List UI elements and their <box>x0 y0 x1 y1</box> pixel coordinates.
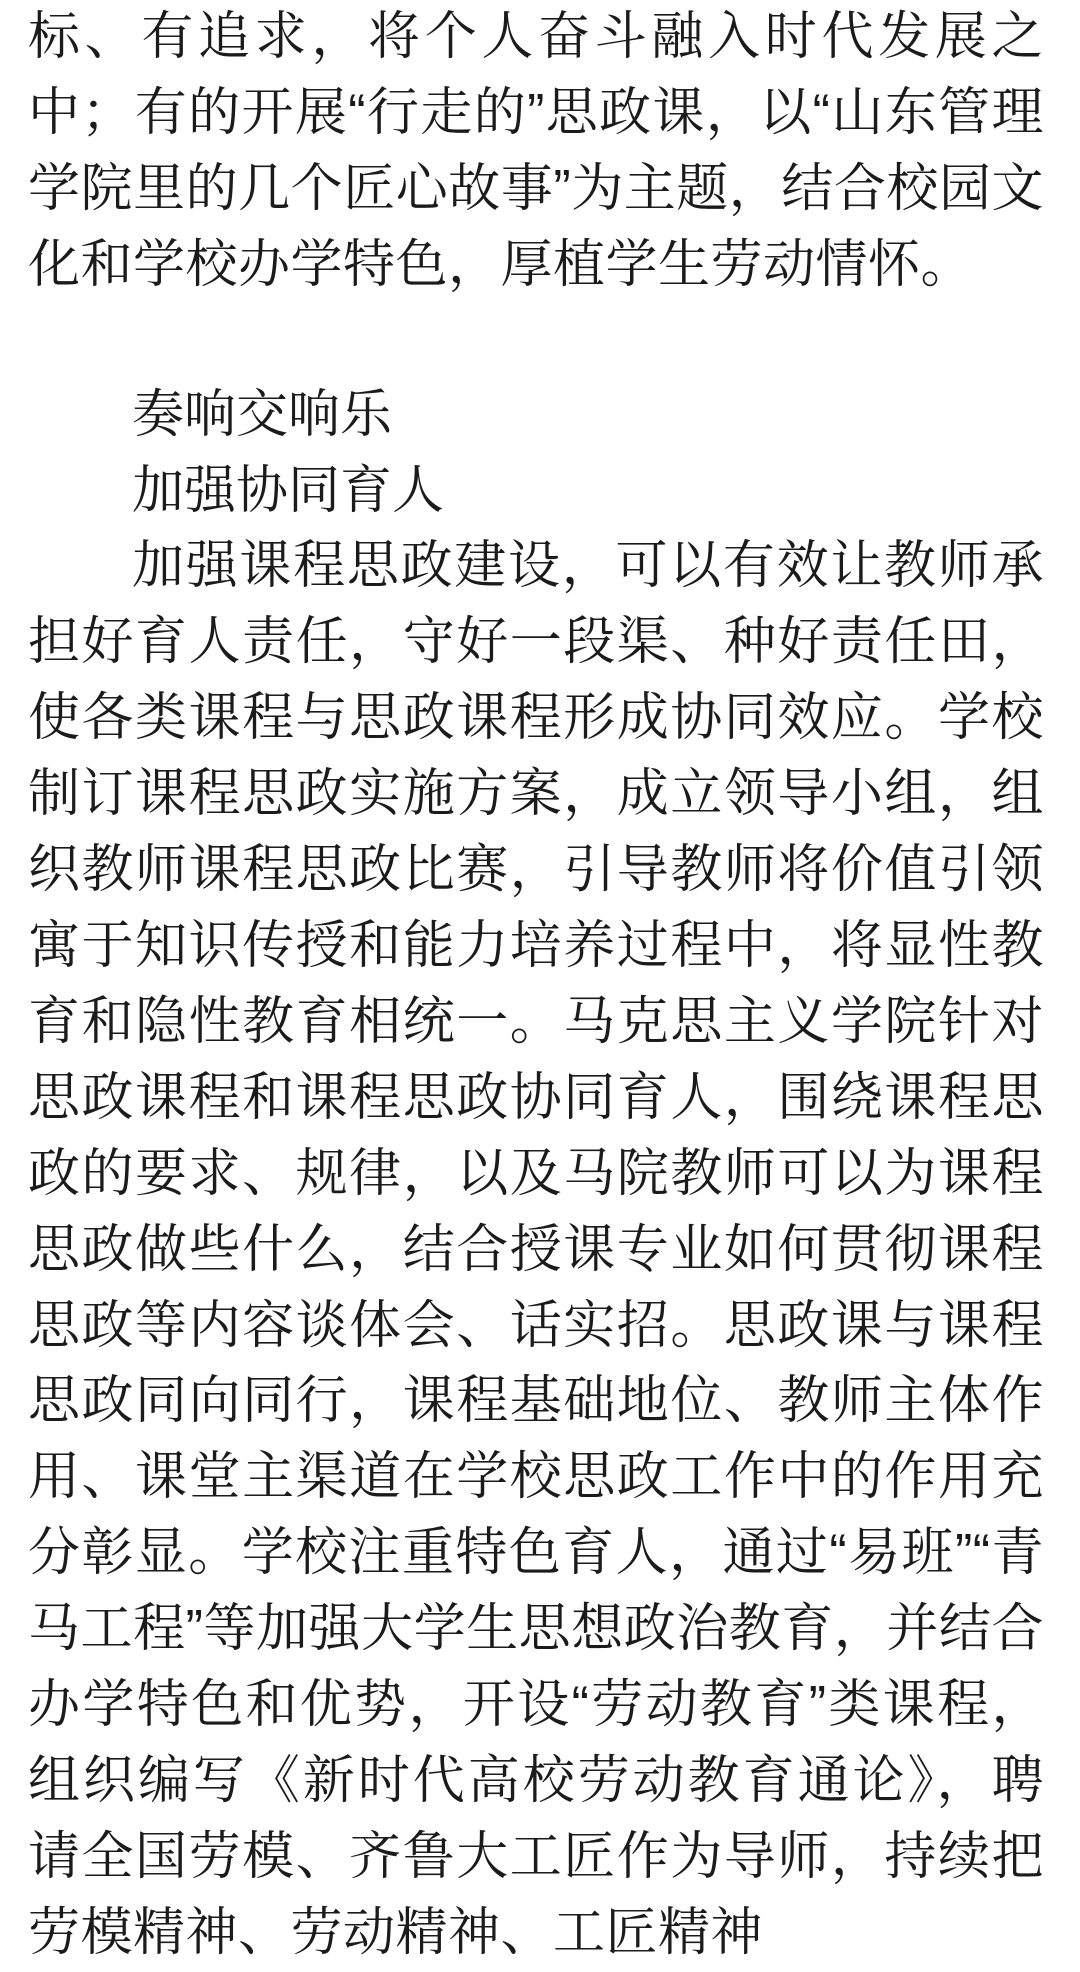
paragraph-spacer <box>28 304 1044 378</box>
section-body-paragraph: 加强课程思政建设，可以有效让教师承担好育人责任，守好一段渠、种好责任田，使各类课程与思政课程形成协同效应。学校制订课程思政实施方案，成立领导小组，组织教师课程思政比赛，引导教师将价值引领寓于知识传授和能力培养过程中，将显性教育和隐性教育相统一。马克思主义学院针对思政课程和课程思政协同育人，围绕课程思政的要求、规律，以及马院教师可以为课程思政做些什么，结合授课专业如何贯彻课程思政等内容谈体会、话实招。思政课与课程思政同向同行，课程基础地位、教师主体作用、课堂主渠道在学校思政工作中的作用充分彰显。学校注重特色育人，通过“易班”“青马工程”等加强大学生思想政治教育，并结合办学特色和优势，开设“劳动教育”类课程，组织编写《新时代高校劳动教育通论》，聘请全国劳模、齐鲁大工匠作为导师，持续把劳模精神、劳动精神、工匠精神 <box>28 537 1044 1962</box>
article-body <box>28 0 1044 1972</box>
section-heading-line-1: 奏响交响乐 <box>132 385 393 444</box>
paragraph-continued: 标、有追求，将个人奋斗融入时代发展之中；有的开展“行走的”思政课，以“山东管理学院里的几个匠心故事”为主题，结合校园文化和学校办学特色，厚植学生劳动情怀。 <box>28 8 1044 294</box>
section-heading-line-2: 加强协同育人 <box>132 461 445 520</box>
